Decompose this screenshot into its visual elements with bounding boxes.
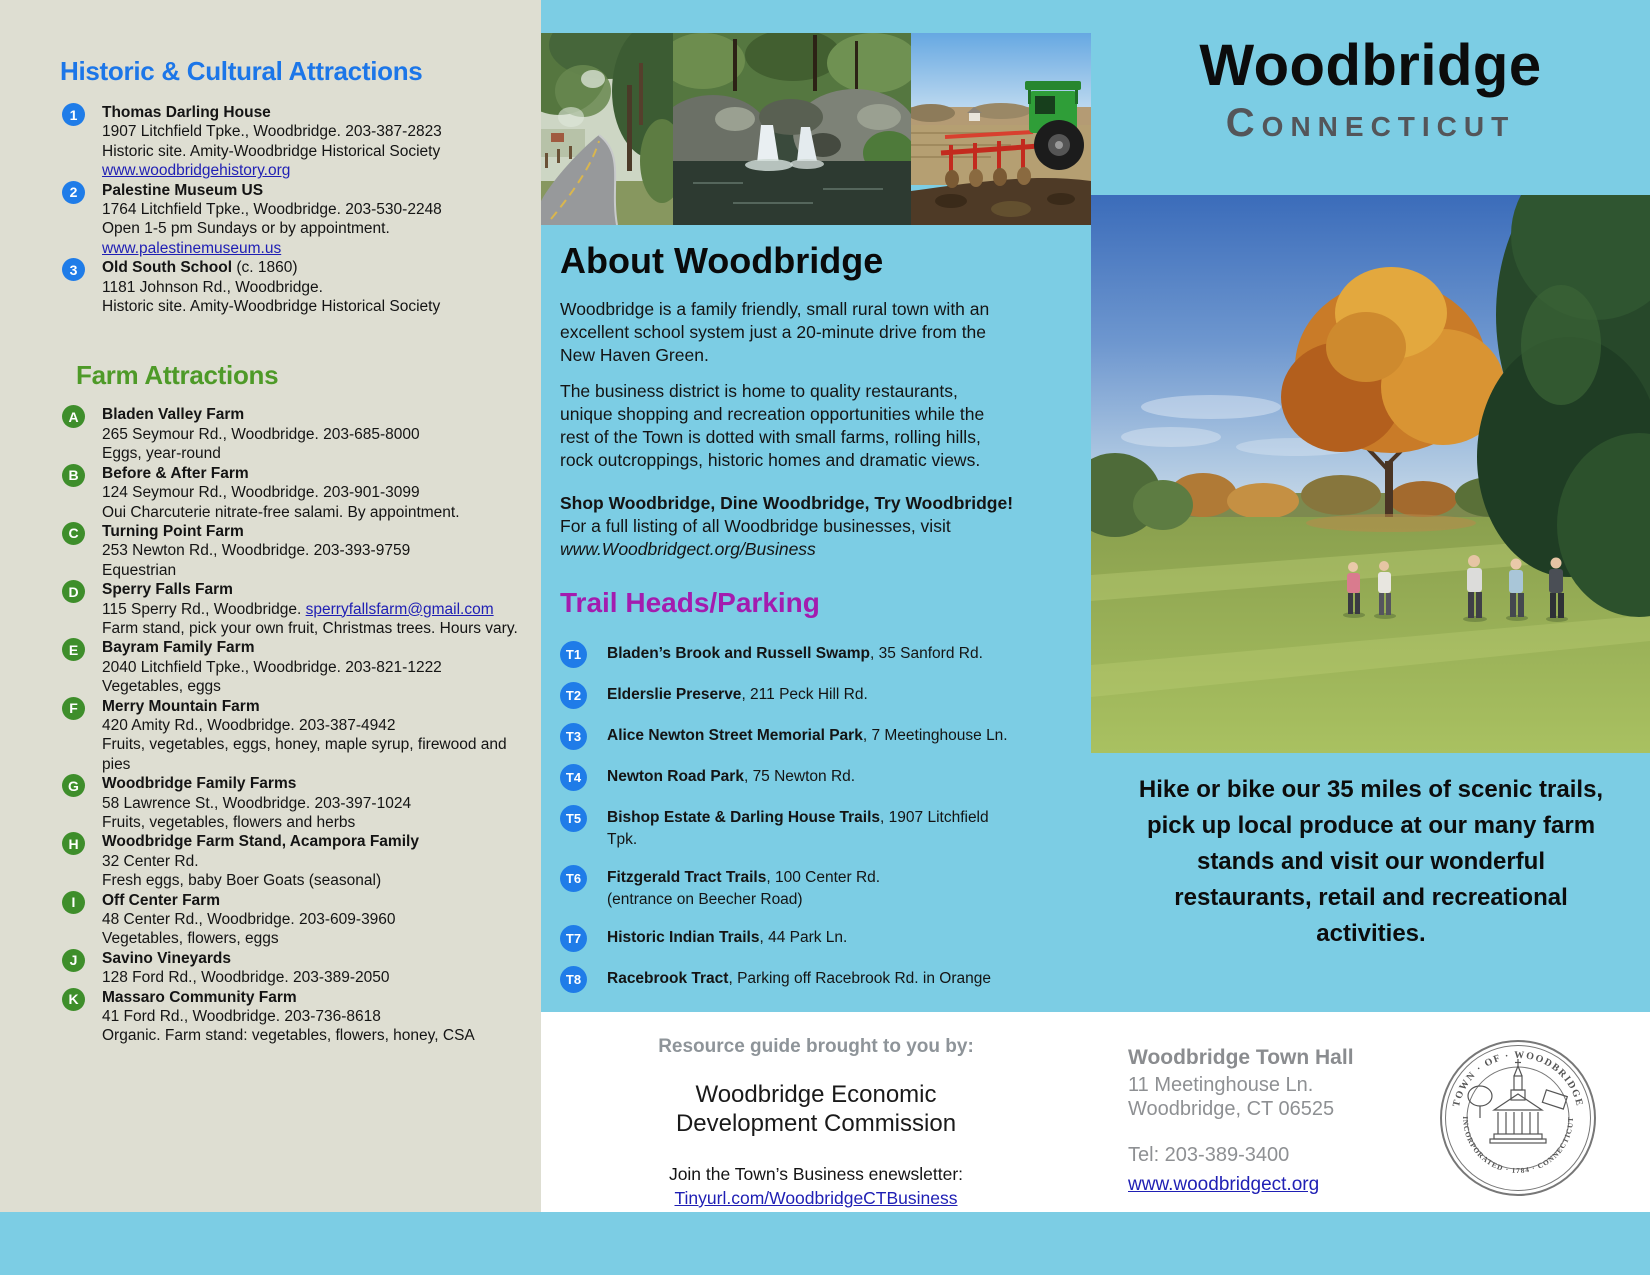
attraction-name [102, 522, 410, 541]
attraction-name-text: Woodbridge Family Farms [102, 775, 297, 793]
attraction-item [62, 638, 522, 696]
historic-heading: Historic & Cultural Attractions [60, 56, 423, 86]
attraction-name [102, 988, 475, 1007]
trail-text [607, 641, 983, 665]
attraction-details [102, 464, 460, 522]
org-name: Woodbridge Economic Development Commission [675, 1081, 957, 1137]
attraction-details [102, 988, 475, 1046]
trail-name: Fitzgerald Tract Trails [607, 869, 767, 886]
resource-guide-footer [541, 1012, 1091, 1209]
item-marker-badge: C [62, 522, 85, 545]
attraction-name-suffix: (c. 1860) [232, 259, 298, 277]
attraction-detail: 41 Ford Rd., Woodbridge. 203-736-8618 [102, 1008, 381, 1026]
attraction-name-text: Sperry Falls Farm [102, 581, 233, 599]
attractions-panel [0, 0, 541, 1212]
attraction-link[interactable]: sperryfallsfarm@gmail.com [305, 600, 494, 618]
item-marker-badge: J [62, 949, 85, 972]
attraction-name-text: Bayram Family Farm [102, 639, 255, 657]
about-section [560, 240, 1015, 1007]
item-marker-badge: F [62, 697, 85, 720]
attraction-name-text: Palestine Museum US [102, 181, 264, 199]
trail-name: Bladen’s Brook and Russell Swamp [607, 645, 870, 662]
attraction-name [102, 891, 396, 910]
trail-text [607, 925, 847, 949]
trail-name: Historic Indian Trails [607, 929, 760, 946]
trail-text [607, 682, 868, 706]
trail-address: , Parking off Racebrook Rd. in Orange [728, 970, 991, 987]
attraction-link-line [102, 161, 442, 180]
attraction-item [62, 580, 522, 638]
trail-address: , 75 Newton Rd. [743, 768, 856, 785]
brought-by-label: Resource guide brought to you by: [658, 1036, 974, 1057]
attraction-item [62, 891, 522, 949]
trail-address: , 35 Sanford Rd. [870, 645, 983, 662]
attraction-name [102, 405, 420, 424]
trail-marker-badge: T8 [560, 966, 587, 993]
seal-bottom-text: INCORPORATED · 1784 · CONNECTICUT [1460, 1116, 1576, 1175]
attraction-name-text: Thomas Darling House [102, 104, 271, 121]
attraction-detail: 265 Seymour Rd., Woodbridge. 203-685-8000 [102, 425, 420, 443]
attraction-name [102, 464, 460, 483]
trail-marker-badge: T4 [560, 764, 587, 791]
attraction-detail: Historic site. Amity-Woodbridge Historical Society [102, 142, 441, 160]
trail-marker-badge: T1 [560, 641, 587, 668]
attraction-name [102, 103, 442, 122]
attraction-detail: 1907 Litchfield Tpke., Woodbridge. 203-387-2823 [102, 123, 442, 141]
attraction-item [62, 522, 522, 580]
attraction-name [102, 258, 440, 277]
historic-list [62, 103, 522, 316]
attraction-details [102, 891, 396, 949]
farm-heading: Farm Attractions [76, 360, 279, 391]
attraction-detail: Equestrian [102, 561, 177, 579]
attraction-name-text: Woodbridge Farm Stand, Acampora Family [102, 833, 419, 851]
attraction-item [62, 774, 522, 832]
attraction-item [62, 832, 522, 890]
trail-marker-badge: T2 [560, 682, 587, 709]
attraction-detail: Organic. Farm stand: vegetables, flowers, honey, CSA [102, 1027, 475, 1045]
attraction-detail: 420 Amity Rd., Woodbridge. 203-387-4942 [102, 716, 396, 734]
attraction-name-text: Old South School [102, 259, 233, 277]
shop-plain-text: For a full listing of all Woodbridge businesses, visit [560, 516, 951, 536]
trail-item [560, 865, 1015, 911]
item-marker-badge: K [62, 988, 85, 1011]
autumn-trail-photo [1091, 195, 1650, 753]
town-hall-contact [1128, 1046, 1428, 1197]
trail-address: , 100 Center Rd. [766, 869, 881, 886]
trail-text [607, 764, 855, 788]
newsletter-link[interactable]: Tinyurl.com/WoodbridgeCTBusiness [674, 1188, 958, 1208]
attraction-detail: 1764 Litchfield Tpke., Woodbridge. 203-530-2248 [102, 201, 442, 219]
item-marker-badge: I [62, 891, 85, 914]
attraction-detail: Fruits, vegetables, flowers and herbs [102, 814, 356, 831]
attraction-detail: 58 Lawrence St., Woodbridge. 203-397-1024 [102, 794, 412, 812]
trail-item [560, 764, 1015, 791]
town-website-link[interactable]: www.woodbridgect.org [1128, 1174, 1320, 1195]
trail-name: Bishop Estate & Darling House Trails [607, 809, 881, 826]
brochure-title-block [1091, 0, 1650, 195]
item-marker-badge: G [62, 774, 85, 797]
attraction-item [62, 258, 522, 316]
tagline: Hike or bike our 35 miles of scenic trails, pick up local produce at our many farm stands and visit our wonderful restaurants, retail and recreational activities. [1138, 776, 1604, 947]
attraction-item [62, 697, 522, 775]
about-paragraph-1: Woodbridge is a family friendly, small rural town with an excellent school system just a 20-minute drive from the New Haven Green. [560, 299, 990, 365]
attraction-name-text: Savino Vineyards [102, 949, 231, 967]
about-paragraph-2: The business district is home to quality restaurants, unique shopping and recreation opportunities while the rest of the Town is dotted with small farms, rolling hills, rock outcroppings, historic homes and dramatic views. [560, 381, 985, 470]
trail-item [560, 641, 1015, 668]
business-listing-link[interactable]: www.Woodbridgect.org/Business [560, 539, 816, 559]
trail-marker-badge: T3 [560, 723, 587, 750]
attraction-name-text: Turning Point Farm [102, 522, 244, 540]
attraction-detail: 48 Center Rd., Woodbridge. 203-609-3960 [102, 911, 396, 929]
attraction-name [102, 697, 522, 716]
page-subtitle: Connecticut [1225, 101, 1516, 145]
trail-name: Racebrook Tract [607, 970, 729, 987]
town-hall-name: Woodbridge Town Hall [1128, 1046, 1354, 1069]
attraction-name [102, 580, 518, 599]
trail-list [560, 641, 1015, 993]
page-title: Woodbridge [1199, 33, 1542, 98]
attraction-details [102, 949, 390, 988]
attraction-item [62, 181, 522, 259]
attraction-detail: 253 Newton Rd., Woodbridge. 203-393-9759 [102, 542, 411, 560]
farm-list [62, 405, 522, 1045]
shop-paragraph [560, 492, 1015, 561]
attraction-name-text: Off Center Farm [102, 891, 220, 909]
town-hall-address1: 11 Meetinghouse Ln. [1128, 1074, 1314, 1096]
attraction-detail: Fresh eggs, baby Boer Goats (seasonal) [102, 872, 382, 890]
attraction-detail: 1181 Johnson Rd., Woodbridge. [102, 278, 323, 296]
attraction-address: 115 Sperry Rd., Woodbridge. sperryfallsfarm@gmail.com [102, 600, 494, 618]
attraction-item [62, 405, 522, 463]
seal-top-text: TOWN · OF · WOODBRIDGE [1451, 1049, 1585, 1109]
attraction-details [102, 522, 410, 580]
trail-text [607, 966, 991, 990]
item-marker-badge: 3 [62, 258, 85, 281]
town-hall-address2: Woodbridge, CT 06525 [1128, 1098, 1335, 1120]
trail-item [560, 805, 1015, 851]
attraction-name [102, 949, 390, 968]
about-heading: About Woodbridge [560, 240, 884, 281]
trail-marker-badge: T7 [560, 925, 587, 952]
attraction-name-text: Bladen Valley Farm [102, 406, 245, 424]
trail-text [607, 805, 1015, 851]
trail-text [607, 865, 880, 911]
attraction-name-text: Before & After Farm [102, 464, 249, 482]
item-marker-badge: 1 [62, 103, 85, 126]
trail-name: Alice Newton Street Memorial Park [607, 727, 863, 744]
attraction-detail: Oui Charcuterie nitrate-free salami. By appointment. [102, 503, 460, 521]
trail-address: , 44 Park Ln. [759, 929, 848, 946]
trail-item [560, 682, 1015, 709]
item-marker-badge: A [62, 405, 85, 428]
trail-item [560, 966, 1015, 993]
attraction-detail: Fruits, vegetables, eggs, honey, maple syrup, firewood and pies [102, 736, 507, 773]
bottom-bar [0, 1212, 1650, 1275]
trail-address: , 1907 Litchfield Tpk. [607, 809, 989, 848]
trail-name: Newton Road Park [607, 768, 744, 785]
attraction-name [102, 774, 411, 793]
attraction-item [62, 103, 522, 181]
attraction-name [102, 638, 442, 657]
item-marker-badge: 2 [62, 181, 85, 204]
attraction-detail: 124 Seymour Rd., Woodbridge. 203-901-3099 [102, 484, 420, 502]
trail-marker-badge: T6 [560, 865, 587, 892]
attraction-detail: Farm stand, pick your own fruit, Christmas trees. Hours vary. [102, 619, 518, 637]
item-marker-badge: H [62, 832, 85, 855]
trail-address: , 7 Meetinghouse Ln. [862, 727, 1008, 744]
country-road-photo [541, 33, 673, 225]
newsletter-label: Join the Town’s Business enewsletter: [668, 1164, 964, 1184]
attraction-detail: Eggs, year-round [102, 445, 221, 463]
attraction-details [102, 638, 442, 696]
trail-address: , 211 Peck Hill Rd. [741, 686, 868, 703]
attraction-link-line [102, 239, 442, 258]
attraction-details [102, 580, 518, 638]
trails-heading: Trail Heads/Parking [560, 587, 820, 618]
attraction-details [102, 774, 411, 832]
attraction-detail: Vegetables, eggs [102, 678, 221, 696]
trail-item [560, 723, 1015, 750]
attraction-name-text: Merry Mountain Farm [102, 697, 260, 715]
trail-text [607, 723, 1008, 747]
attraction-item [62, 949, 522, 988]
attraction-name-text: Massaro Community Farm [102, 988, 297, 1006]
trail-marker-badge: T5 [560, 805, 587, 832]
waterfall-photo [673, 33, 911, 225]
attraction-detail: Vegetables, flowers, eggs [102, 930, 279, 948]
town-hall-phone: Tel: 203-389-3400 [1128, 1144, 1290, 1166]
attraction-details [102, 258, 440, 316]
attraction-item [62, 988, 522, 1046]
trail-address-line2: (entrance on Beecher Road) [607, 891, 803, 908]
attraction-item [62, 464, 522, 522]
attraction-detail: 128 Ford Rd., Woodbridge. 203-389-2050 [102, 969, 390, 987]
attraction-details [102, 832, 419, 890]
trail-name: Elderslie Preserve [607, 686, 742, 703]
attraction-detail: Open 1-5 pm Sundays or by appointment. [102, 220, 390, 238]
item-marker-badge: B [62, 464, 85, 487]
shop-bold-text: Shop Woodbridge, Dine Woodbridge, Try Woodbridge! [560, 493, 1014, 513]
photo-strip [541, 33, 1091, 225]
attraction-detail: Historic site. Amity-Woodbridge Historical Society [102, 298, 441, 316]
attraction-details [102, 181, 442, 259]
attraction-detail: 2040 Litchfield Tpke., Woodbridge. 203-821-1222 [102, 658, 442, 676]
attraction-detail: 32 Center Rd. [102, 852, 199, 870]
attraction-link[interactable]: www.palestinemuseum.us [102, 239, 282, 257]
attraction-details [102, 103, 442, 181]
attraction-name [102, 181, 442, 200]
town-seal [1438, 1038, 1598, 1198]
tractor-photo [911, 33, 1091, 225]
item-marker-badge: E [62, 638, 85, 661]
attraction-details [102, 697, 522, 775]
attraction-name [102, 832, 419, 851]
attraction-details [102, 405, 420, 463]
item-marker-badge: D [62, 580, 85, 603]
attraction-link[interactable]: www.woodbridgehistory.org [102, 162, 291, 180]
trail-item [560, 925, 1015, 952]
